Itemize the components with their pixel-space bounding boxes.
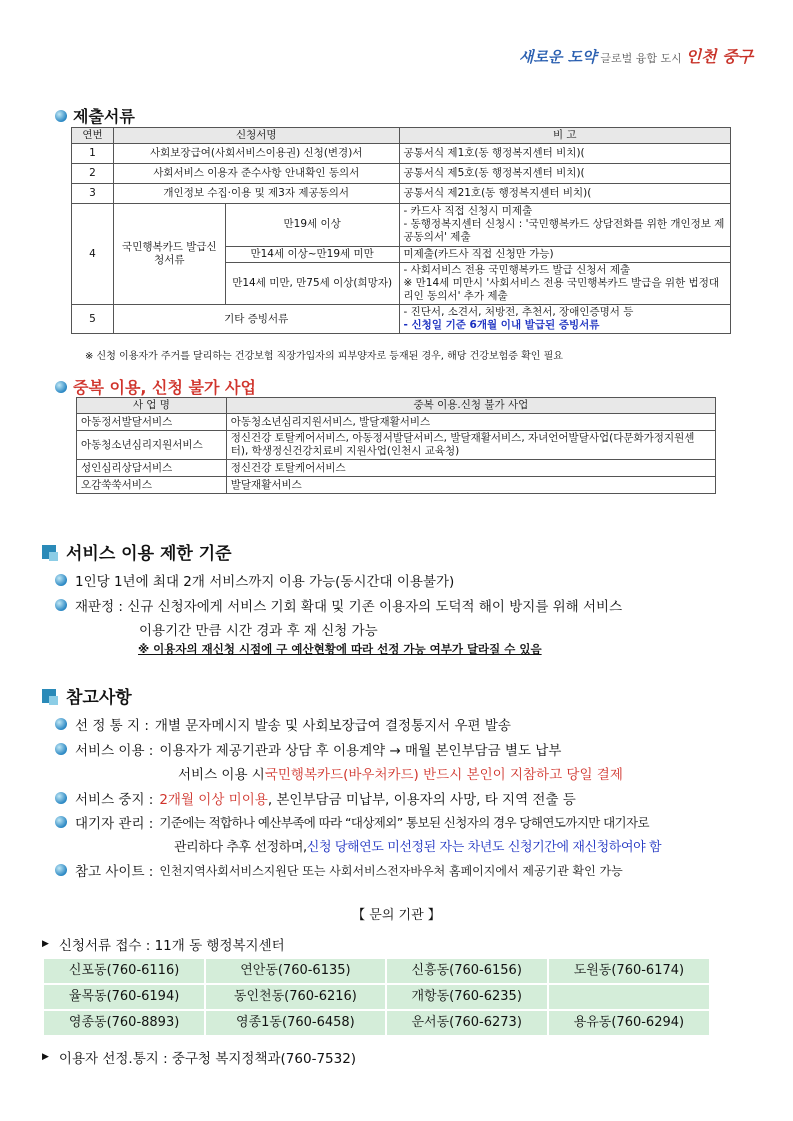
office-cell: 용유동(760-6294) (549, 1011, 709, 1035)
ref-item-usage-2: 서비스 이용 시 국민행복카드(바우처카드) 반드시 본인이 지참하고 당일 결제 (178, 767, 623, 783)
table-row: 5 기타 증빙서류 - 진단서, 소견서, 처방전, 추천서, 장애인증명서 등 - 신청일 기준 6개월 이내 발급된 증빙서류 (72, 305, 731, 334)
section-title-duplicate: 중복 이용, 신청 불가 사업 (55, 375, 256, 398)
section-title-documents: 제출서류 (55, 104, 135, 127)
bullet-icon (55, 792, 67, 804)
section-square-icon (42, 545, 56, 559)
table-row: 4 국민행복카드 발급신청서류 만19세 이상 - 카드사 직접 신청시 미제출 - 동행정복지센터 신청시 : '국민행복카드 상담전화를 위한 개인정보 제공동의서' 제출 (72, 204, 731, 246)
table-row: 만14세 미만, 만75세 이상(희망자) - 사회서비스 전용 국민행복카드 발급 신청서 제출 ※ 만14세 미만시 '사회서비스 전용 국민행복카드 발급을 위한 법정대리인 동의서' 추가 제출 (72, 262, 731, 304)
limit-line-1: 1인당 1년에 최대 2개 서비스까지 이용 가능(동시간대 이용불가) (55, 570, 454, 590)
table-row: 성인심리상담서비스 정신건강 토탈케어서비스 (77, 460, 716, 477)
limit-line-2b: 이용기간 만큼 시간 경과 후 재 신청 가능 (139, 623, 378, 639)
bullet-icon (55, 864, 67, 876)
bullet-icon (55, 743, 67, 755)
office-cell (549, 985, 709, 1009)
logo: 새로운 도약 글로벌 융합 도시 인천 중구 (518, 47, 753, 66)
section-square-icon (42, 689, 56, 703)
section-title-limits: 서비스 이용 제한 기준 (42, 539, 232, 564)
ref-item-site: 참고 사이트 : 인천지역사회서비스지원단 또는 사회서비스전자바우처 홈페이지에서 제공기관 확인 가능 (55, 860, 623, 880)
table-row (44, 959, 709, 983)
limit-note: ※ 이용자의 재신청 시점에 구 예산현황에 따라 선정 가능 여부가 달라질 수 있음 (138, 642, 542, 656)
table-row: 만14세 이상~만19세 미만 미제출(카드사 직접 신청만 가능) (72, 246, 731, 262)
bullet-icon (55, 718, 67, 730)
contact-notify: ▶ 이용자 선정.통지 : 중구청 복지정책과(760-7532) (42, 1051, 357, 1067)
table-row: 아동청소년심리지원서비스 정신건강 토탈케어서비스, 아동정서발달서비스, 발달재활서비스, 자녀언어발달사업(다문화가정지원센터), 학생정신건강치료비 지원사업(인천시 교육청) (77, 431, 716, 460)
footnote: ※ 신청 이용자가 주거를 달리하는 건강보험 직장가입자의 피부양자로 등재된 경우, 해당 건강보험증 확인 필요 (85, 351, 563, 362)
office-cell: 개항동(760-6235) (387, 985, 547, 1009)
office-cell: 신흥동(760-6156) (387, 959, 547, 983)
bullet-icon (55, 816, 67, 828)
office-cell: 영종동(760-8893) (44, 1011, 204, 1035)
ref-item-waitlist: 대기자 관리 : 기준에는 적합하나 예산부족에 따라 “대상제외” 통보된 신청자의 경우 당해연도까지만 대기자로 (55, 812, 649, 832)
section-title-reference: 참고사항 (42, 683, 132, 708)
office-cell: 영종1동(760-6458) (206, 1011, 384, 1035)
bullet-icon (55, 381, 67, 393)
office-cell: 운서동(760-6273) (387, 1011, 547, 1035)
triangle-bullet-icon: ▶ (42, 1052, 49, 1062)
office-cell: 율목동(760-6194) (44, 985, 204, 1009)
office-grid (42, 957, 711, 1037)
office-cell: 동인천동(760-6216) (206, 985, 384, 1009)
table-row (44, 985, 709, 1009)
ref-item-stop: 서비스 중지 : 2개월 이상 미이용 , 본인부담금 미납부, 이용자의 사망, 타 지역 전출 등 (55, 788, 576, 808)
ref-item-waitlist-2: 관리하다 추후 선정하며, 신청 당해연도 미선정된 자는 차년도 신청기간에 재신청하여야 함 (174, 840, 662, 855)
office-cell: 도원동(760-6174) (549, 959, 709, 983)
contact-submit: ▶ 신청서류 접수 : 11개 동 행정복지센터 (42, 938, 285, 954)
table-header: 연번 신청서명 비 고 (72, 128, 731, 144)
triangle-bullet-icon: ▶ (42, 939, 49, 949)
bullet-icon (55, 599, 67, 611)
table-row (44, 1011, 709, 1035)
table-row: 1 사회보장급여(사회서비스이용권) 신청(변경)서 공통서식 제1호(동 행정복지센터 비치)( (72, 144, 731, 164)
bullet-icon (55, 574, 67, 586)
office-cell: 연안동(760-6135) (206, 959, 384, 983)
table-row: 아동정서발달서비스 아동청소년심리지원서비스, 발달재활서비스 (77, 414, 716, 431)
duplicate-table (76, 397, 716, 494)
office-cell: 신포동(760-6116) (44, 959, 204, 983)
table-row: 오감쑥쑥서비스 발달재활서비스 (77, 477, 716, 494)
contact-title: 【 문의 기관 】 (352, 908, 441, 923)
ref-item-notice: 선 정 통 지 : 개별 문자메시지 발송 및 사회보장급여 결정통지서 우편 발송 (55, 714, 511, 734)
ref-item-usage: 서비스 이용 : 이용자가 제공기관과 상담 후 이용계약 → 매월 본인부담금 별도 납부 (55, 739, 561, 759)
limit-line-2: 재판정 : 신규 신청자에게 서비스 기회 확대 및 기존 이용자의 도덕적 해이 방지를 위해 서비스 (55, 595, 622, 615)
table-header: 사 업 명 중복 이용.신청 불가 사업 (77, 398, 716, 414)
documents-table (71, 127, 731, 334)
table-row: 2 사회서비스 이용자 준수사항 안내확인 동의서 공통서식 제5호(동 행정복지센터 비치)( (72, 164, 731, 184)
table-row: 3 개인정보 수집·이용 및 제3자 제공동의서 공통서식 제21호(동 행정복지센터 비치)( (72, 184, 731, 204)
bullet-icon (55, 110, 67, 122)
